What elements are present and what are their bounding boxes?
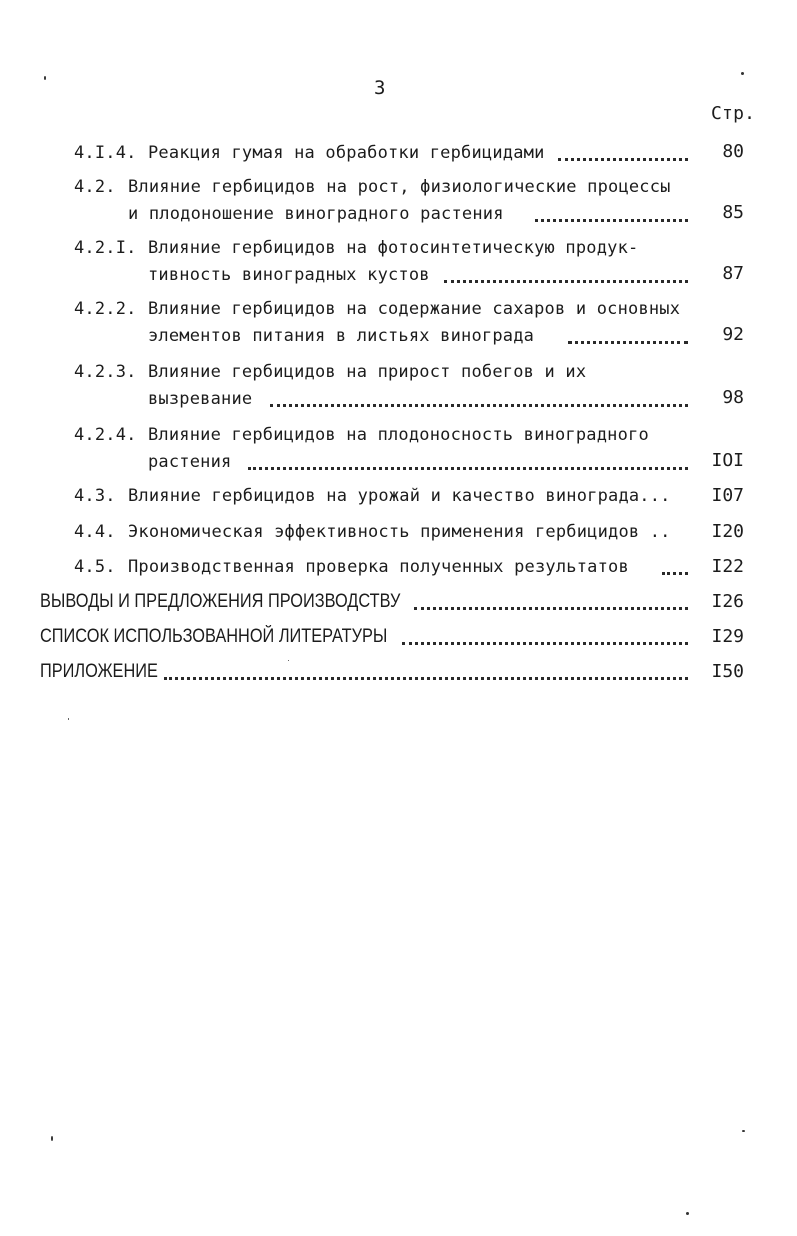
toc-appendix-leader [164,674,688,680]
toc-conclusions-title: ВЫВОДЫ И ПРЕДЛОЖЕНИЯ ПРОИЗВОДСТВУ [40,591,401,612]
toc-entry-4-4-page: I20 [711,521,744,542]
toc-references-leader [402,639,688,645]
scan-speck [68,718,69,720]
toc-entry-4-2-2-page: 92 [722,324,744,345]
toc-entry-4-3-number: 4.3. [74,486,116,506]
scan-speck [686,1212,689,1215]
toc-entry-4-1-4-title: Реакция гумая на обработки гербицидами [148,143,545,163]
toc-entry-4-2-1-title-line1: Влияние гербицидов на фотосинтетическую продук- [148,238,639,258]
toc-entry-4-2-title-line1: Влияние гербицидов на рост, физиологические процессы [128,177,671,197]
scan-speck [44,76,46,80]
toc-conclusions-leader [414,604,688,610]
page-number: 3 [374,77,386,99]
toc-entry-4-2-4-leader [248,464,688,470]
toc-entry-4-3-title: Влияние гербицидов на урожай и качество винограда... [128,486,671,506]
toc-conclusions-page: I26 [711,591,744,612]
toc-entry-4-5-number: 4.5. [74,557,116,577]
toc-entry-4-2-3-title-line1: Влияние гербицидов на прирост побегов и их [148,362,587,382]
toc-entry-4-2-4-title-line1: Влияние гербицидов на плодоносность виноградного [148,425,649,445]
toc-entry-4-2-3-leader [270,401,688,407]
toc-entry-4-2-page: 85 [722,202,744,223]
toc-entry-4-2-3-title-line2: вызревание [148,389,253,409]
toc-entry-4-2-1-page: 87 [722,263,744,284]
toc-references-title: СПИСОК ИСПОЛЬЗОВАННОЙ ЛИТЕРАТУРЫ [40,626,388,647]
toc-appendix-title: ПРИЛОЖЕНИЕ [40,661,158,682]
toc-entry-4-2-1-leader [444,277,688,283]
toc-entry-4-5-title: Производственная проверка полученных результатов [128,557,629,577]
pages-column-header: Стр. [711,103,756,124]
toc-entry-4-2-4-page: IOI [711,450,744,471]
toc-entry-4-2-leader [535,216,688,222]
toc-appendix-page: I50 [711,661,744,682]
toc-entry-4-2-4-title-line2: растения [148,452,232,472]
scan-speck [288,660,289,661]
toc-entry-4-2-title-line2: и плодоношение виноградного растения [128,204,504,224]
toc-entry-4-2-3-page: 98 [722,387,744,408]
toc-entry-4-2-1-title-line2: тивность виноградных кустов [148,265,430,285]
toc-entry-4-1-4-leader [558,155,688,161]
toc-entry-4-2-2-leader [568,338,688,344]
toc-entry-4-1-4-number: 4.I.4. [74,143,137,163]
toc-entry-4-3-page: I07 [711,485,744,506]
toc-entry-4-4-number: 4.4. [74,522,116,542]
toc-entry-4-2-2-title-line1: Влияние гербицидов на содержание сахаров и основных [148,299,681,319]
toc-entry-4-2-number: 4.2. [74,177,116,197]
toc-entry-4-2-1-number: 4.2.I. [74,238,137,258]
toc-entry-4-2-4-number: 4.2.4. [74,425,137,445]
toc-entry-4-1-4-page: 80 [722,141,744,162]
toc-entry-4-2-2-number: 4.2.2. [74,299,137,319]
toc-references-page: I29 [711,626,744,647]
toc-entry-4-2-2-title-line2: элементов питания в листьях винограда [148,326,535,346]
toc-entry-4-5-page: I22 [711,556,744,577]
scan-speck [51,1136,53,1141]
scan-speck [742,1130,745,1132]
scan-speck [741,72,744,75]
toc-entry-4-2-3-number: 4.2.3. [74,362,137,382]
toc-entry-4-4-title: Экономическая эффективность применения гербицидов .. [128,522,671,542]
